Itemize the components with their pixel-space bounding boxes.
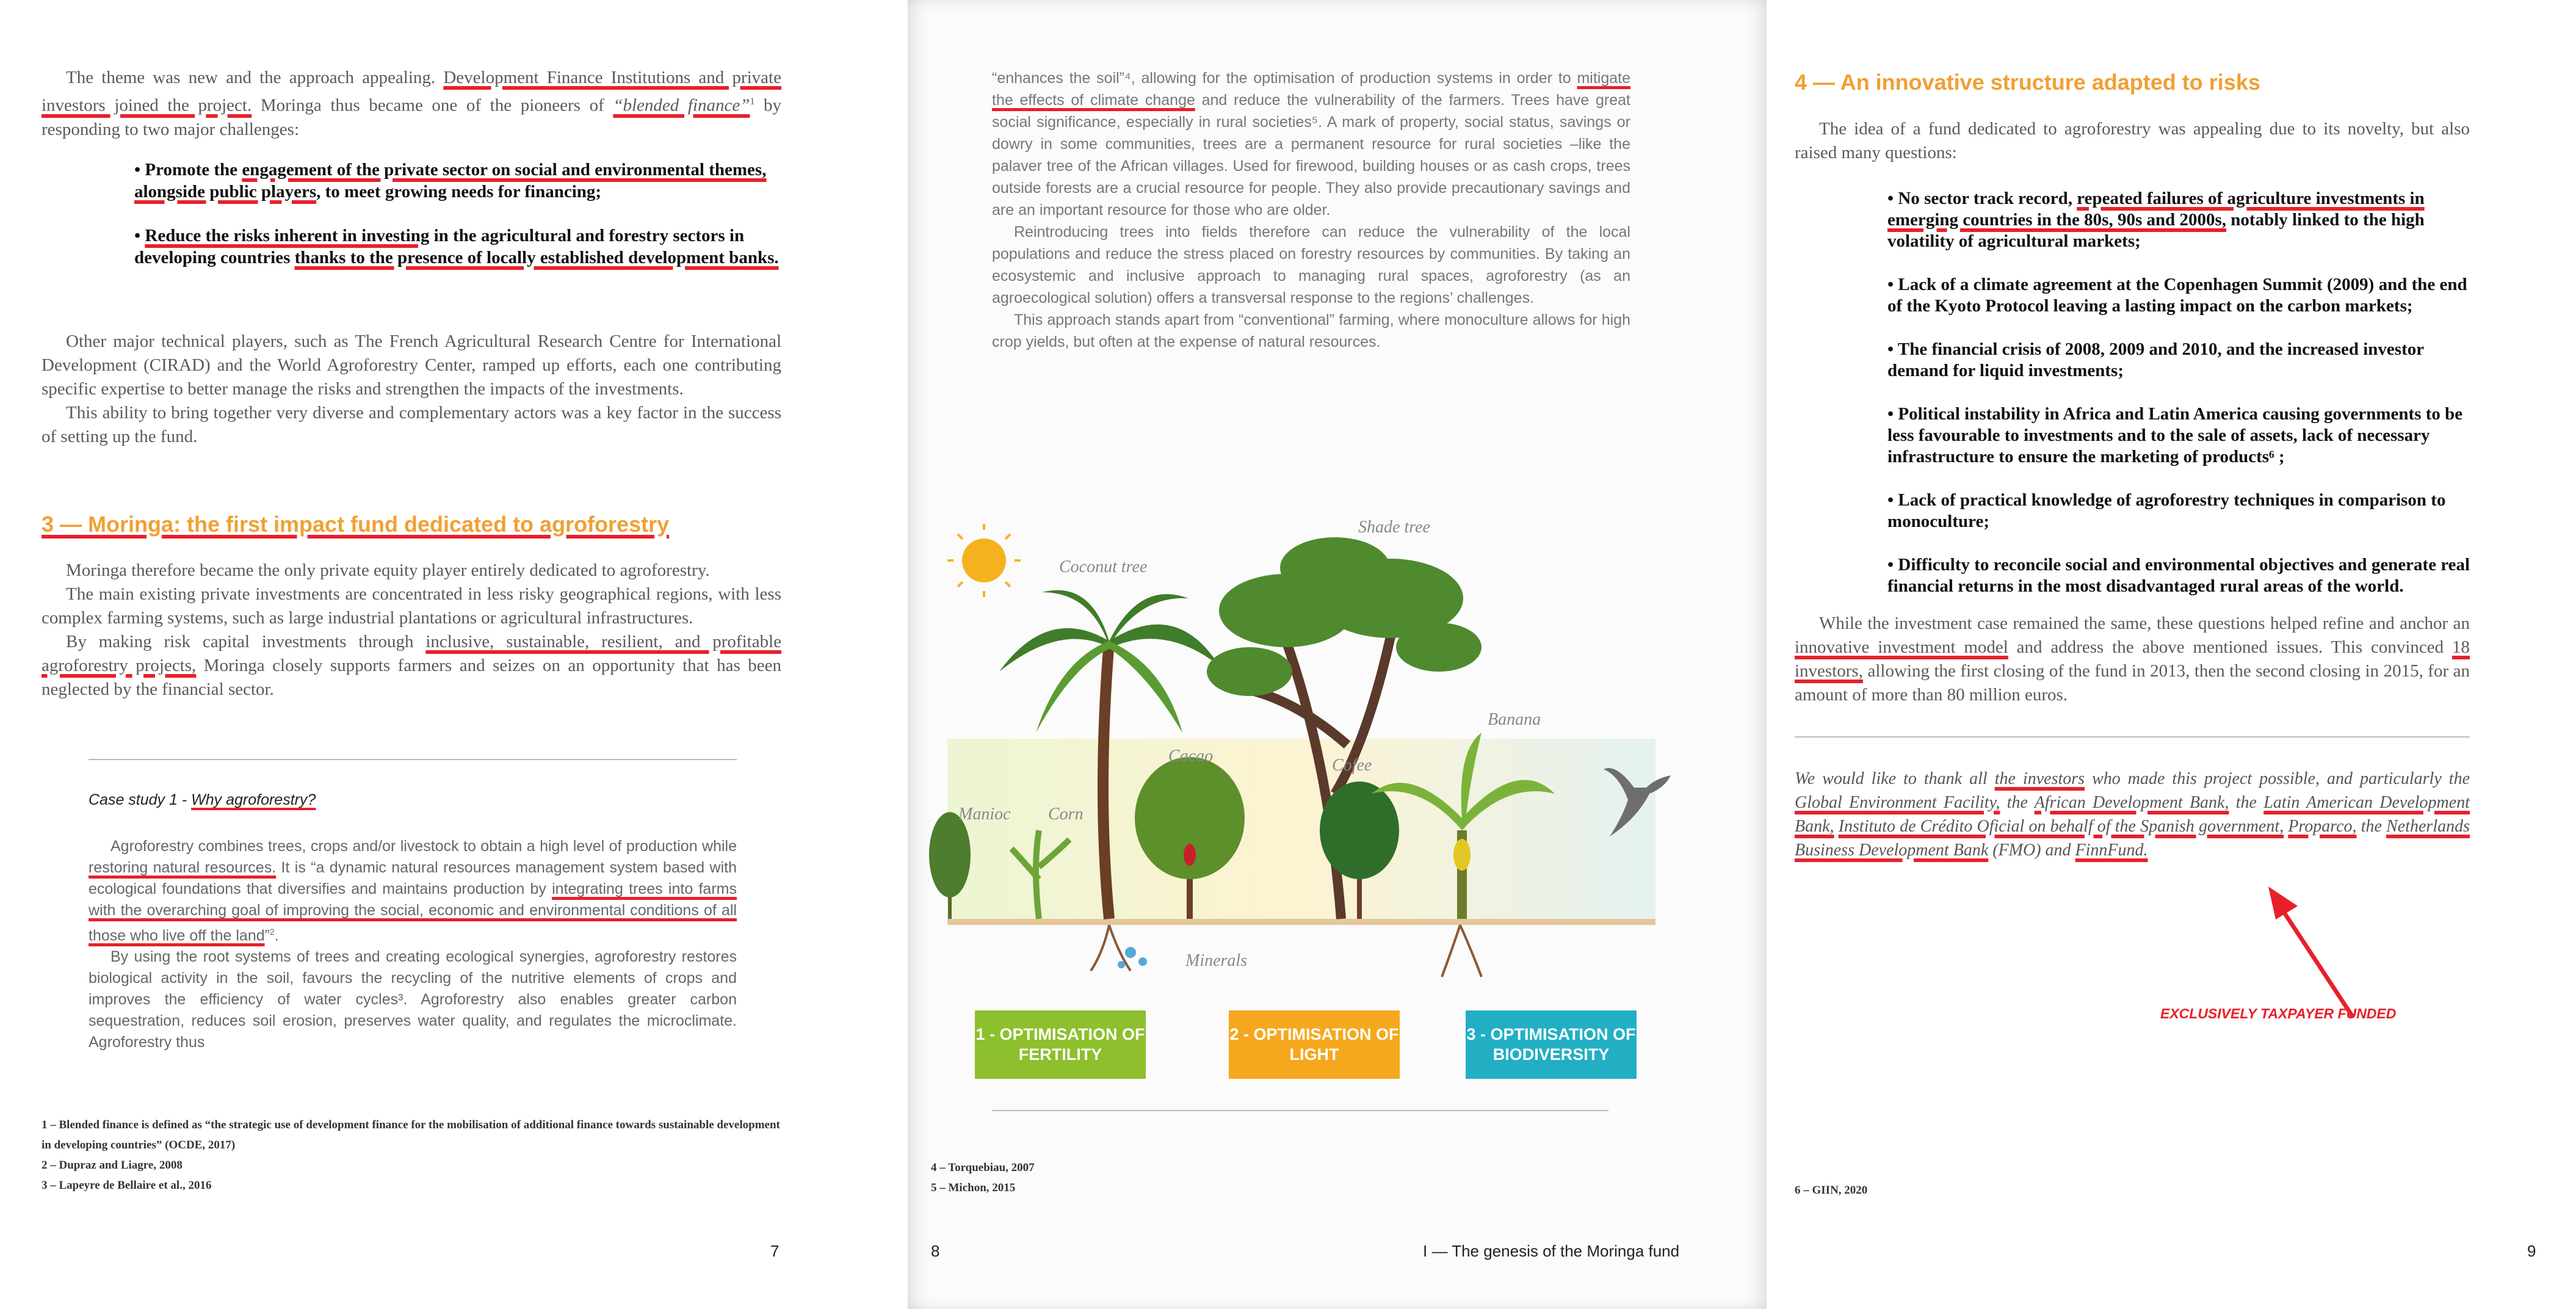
roots-icon — [1091, 925, 1482, 977]
highlight: innovative investment model — [1795, 637, 2008, 657]
text: • — [134, 226, 145, 245]
page-number: 8 — [931, 1242, 940, 1260]
risk-list — [1887, 188, 2473, 619]
bullet-item: • Political instability in Africa and Latin America causing governments to be less favourable to investments and to the sale of assets, lack of necessary infrastructure to ensure the marketing of products⁶ ; — [1887, 404, 2463, 466]
section-heading: 4 — An innovative structure adapted to risks — [1795, 70, 2260, 95]
text: by responding to two major challenges: — [42, 95, 782, 139]
bullet-item: • Lack of a climate agreement at the Copenhagen Summit (2009) and the end of the Kyoto Protocol leaving a lasting impact on the carbon markets; — [1887, 275, 2467, 316]
agroforestry-illustration — [908, 488, 1767, 989]
label-manioc: Manioc — [958, 805, 1011, 824]
highlight: engagement of the private sector on social and environmental themes, alongside public players — [134, 160, 767, 201]
bullet-item — [134, 159, 781, 203]
text: Case study 1 - — [89, 791, 192, 808]
highlight: mitigate the effects of climate change — [992, 70, 1630, 109]
text: notably linked to the high volatility of agricultural markets; — [1887, 210, 2425, 251]
text: This ability to bring together very diverse and complementary actors was a key factor in the success of setting up the fund. — [42, 403, 781, 446]
bullet-item — [134, 225, 781, 269]
label-coconut: Coconut tree — [1059, 557, 1148, 576]
text: the — [2229, 793, 2264, 812]
text: • No sector track record, — [1887, 189, 2077, 208]
highlight: inclusive, sustainable, resilient, and profitable agroforestry projects, — [42, 632, 782, 675]
divider — [992, 1110, 1608, 1111]
page-number: 7 — [770, 1242, 780, 1260]
page-left — [0, 0, 908, 1309]
text: the — [2000, 793, 2035, 812]
footnote: 3 – Lapeyre de Bellaire et al., 2016 — [42, 1179, 212, 1192]
sun-icon — [947, 524, 1021, 597]
text: While the investment case remained the same, these questions helped refine and anchor an — [1819, 614, 2470, 633]
highlight: Global Environment Facility, — [1795, 793, 2000, 812]
text: • Promote the — [134, 160, 242, 179]
text: By making risk capital investments through — [66, 632, 426, 651]
highlight: Instituto de Crédito Oficial on behalf of the Spanish government, — [1838, 817, 2284, 836]
text: The theme was new and the approach appealing. — [66, 68, 444, 87]
highlight: Latin American Development Bank, — [1795, 793, 2470, 836]
text: Moringa thus became one of the pioneers of — [251, 95, 613, 115]
footnote: 2 – Dupraz and Liagre, 2008 — [42, 1159, 183, 1172]
footnote: 1 – Blended finance is defined as “the strategic use of development finance for the mobilisation of additional finance towards sustainable development in developing countries” (OCDE, 2017) — [42, 1119, 780, 1151]
heading-text: 3 — Moringa: the first impact fund dedicated to agroforestry — [42, 512, 670, 537]
text — [1834, 817, 1839, 836]
bullet-item: • Difficulty to reconcile social and environmental objectives and generate real financial returns in the most disadvantaged rural areas of the world. — [1887, 555, 2470, 596]
text: Reintroducing trees into fields therefore can reduce the vulnerability of the local populations and reduce the stress placed on forestry resources by communities. By taking an ecosystemic and inclusive approach to managing rural spaces, agroforestry (as an agroecological solution) offers a transversal response to the regions’ challenges. — [992, 223, 1630, 306]
bullet-item: • Lack of practical knowledge of agroforestry techniques in comparison to monoculture; — [1887, 490, 2446, 531]
footnotes — [1795, 1180, 1867, 1200]
background-gradient — [947, 739, 1655, 922]
highlight: thanks to the presence of locally established development banks. — [294, 248, 779, 267]
text: Agroforestry combines trees, crops and/or livestock to obtain a high level of production while — [110, 838, 737, 855]
label-cacao: Cacao — [1168, 747, 1214, 766]
thanks-paragraph — [1795, 767, 2470, 862]
soil-paragraph — [992, 67, 1630, 353]
text: and address the above mentioned issues. This convinced — [2008, 637, 2452, 657]
footnote: 5 – Michon, 2015 — [931, 1181, 1016, 1194]
highlight: Proparco, — [2288, 817, 2357, 836]
page-right — [1767, 0, 2576, 1309]
text: ” — [264, 927, 270, 945]
text: Moringa therefore became the only private equity player entirely dedicated to agroforestry. — [66, 560, 710, 580]
highlight: African Development Bank, — [2034, 793, 2229, 812]
bullet-list — [134, 159, 781, 291]
highlight: Netherlands Business Development Bank — [1795, 817, 2470, 860]
arrow-icon — [2255, 879, 2377, 1026]
label-corn: Corn — [1048, 805, 1084, 824]
closing-paragraph — [1795, 612, 2470, 707]
biodiversity-box: 3 - OPTIMISATION OF BIODIVERSITY — [1466, 1010, 1637, 1079]
intro-paragraph — [1795, 117, 2470, 165]
text: Other major technical players, such as The French Agricultural Research Centre for International Development (CIRAD) and the World Agroforestry Center, ramped up efforts, each one contributing specific expertise to better manage the risks and strengthen the impacts of the investments. — [42, 332, 781, 399]
bullet-item: • The financial crisis of 2008, 2009 and 2010, and the increased investor demand for liquid investments; — [1887, 339, 2424, 380]
section-heading — [42, 512, 669, 537]
divider — [89, 759, 737, 760]
footnote: 4 – Torquebiau, 2007 — [931, 1161, 1035, 1174]
bullet-item — [1887, 188, 2473, 252]
label-cofee: Cofee — [1332, 756, 1372, 775]
page-middle — [908, 0, 1767, 1309]
text: and reduce the vulnerability of the farmers. Trees have great social significance, especially in rural societies⁵. A mark of property, social status, savings or dowry in some communities, trees are a permanent resource for rural societies –like the palaver tree of the African villages. Used for firewood, building houses or as cash crops, trees outside forests are a crucial resource for people. They also provide precautionary savings and are an important resource for those who are older. — [992, 92, 1630, 219]
text: We would like to thank all — [1795, 769, 1995, 788]
footnotes — [42, 1115, 786, 1195]
highlight: “blended finance” — [613, 95, 750, 115]
text: in the agricultural and forestry sectors in developing countries — [134, 226, 745, 267]
highlight: Development Finance Institutions and private investors joined the project. — [42, 68, 781, 115]
highlight: Why agroforestry? — [191, 791, 316, 808]
text: . — [274, 927, 279, 945]
text: allowing the first closing of the fund in 2013, then the second closing in 2015, for an amount of more than 80 million euros. — [1795, 661, 2470, 705]
footnote: 6 – GIIN, 2020 — [1795, 1184, 1868, 1197]
annotation: EXCLUSIVELY TAXPAYER FUNDED — [2160, 1006, 2397, 1021]
highlight: integrating trees into farms with the overarching goal of improving the social, economic and environmental conditions of all those who live off the land — [89, 880, 737, 945]
text: Moringa closely supports farmers and seizes on an opportunity that has been neglected by the financial sector. — [42, 656, 781, 699]
text: the — [2356, 817, 2387, 836]
partners-paragraph — [42, 330, 781, 449]
highlight: repeated failures of agriculture investments in emerging countries in the 80s, 90s and 2000s, — [1887, 189, 2425, 230]
footnotes — [931, 1158, 1035, 1198]
text: It is “a dynamic natural resources management system based with ecological foundations that diversifies and maintains production by — [89, 859, 737, 897]
text: “enhances the soil”⁴, allowing for the optimisation of production systems in order to — [992, 70, 1577, 87]
text: This approach stands apart from “conventional” farming, where monoculture allows for high crop yields, but often at the expense of natural resources. — [992, 311, 1630, 350]
ground-line — [947, 919, 1655, 925]
text: , to meet growing needs for financing; — [316, 182, 602, 201]
highlight: FinnFund. — [2075, 841, 2148, 860]
case-study-body — [89, 836, 737, 1053]
running-title: I — The genesis of the Moringa fund — [1423, 1242, 1680, 1260]
text: By using the root systems of trees and creating ecological synergies, agroforestry restores biological activity in the soil, favours the recycling of the nutritive elements of crops and improves the efficiency of water cycles³. Agroforestry also enables greater carbon sequestration, reduces soil erosion, preserves water quality, and regulates the microclimate. Agroforestry thus — [89, 948, 737, 1051]
label-minerals: Minerals — [1185, 951, 1248, 970]
divider — [1795, 736, 2470, 738]
moringa-paragraph — [42, 559, 781, 702]
intro-paragraph — [42, 66, 781, 142]
light-box: 2 - OPTIMISATION OF LIGHT — [1229, 1010, 1400, 1079]
text: The main existing private investments are concentrated in less risky geographical regions, with less complex farming systems, such as large industrial plantations or agricultural infrastructures. — [42, 584, 781, 628]
text: The idea of a fund dedicated to agroforestry was appealing due to its novelty, but also raised many questions: — [1795, 119, 2470, 162]
page-number: 9 — [2527, 1242, 2536, 1260]
highlight: restoring natural resources. — [89, 859, 277, 876]
text: who made this project possible, and particularly the — [2085, 769, 2470, 788]
footnote-ref: 1 — [750, 96, 755, 107]
highlight: Reduce the risks inherent in investing — [145, 226, 430, 245]
highlight: 18 investors, — [1795, 637, 2470, 681]
text: (FMO) and — [1988, 841, 2075, 860]
highlight: the investors — [1994, 769, 2085, 788]
label-banana: Banana — [1488, 710, 1541, 729]
footnote-ref: 2 — [269, 927, 275, 937]
fertility-box: 1 - OPTIMISATION OF FERTILITY — [975, 1010, 1146, 1079]
label-shade: Shade tree — [1358, 518, 1430, 537]
case-study-title — [89, 791, 316, 809]
